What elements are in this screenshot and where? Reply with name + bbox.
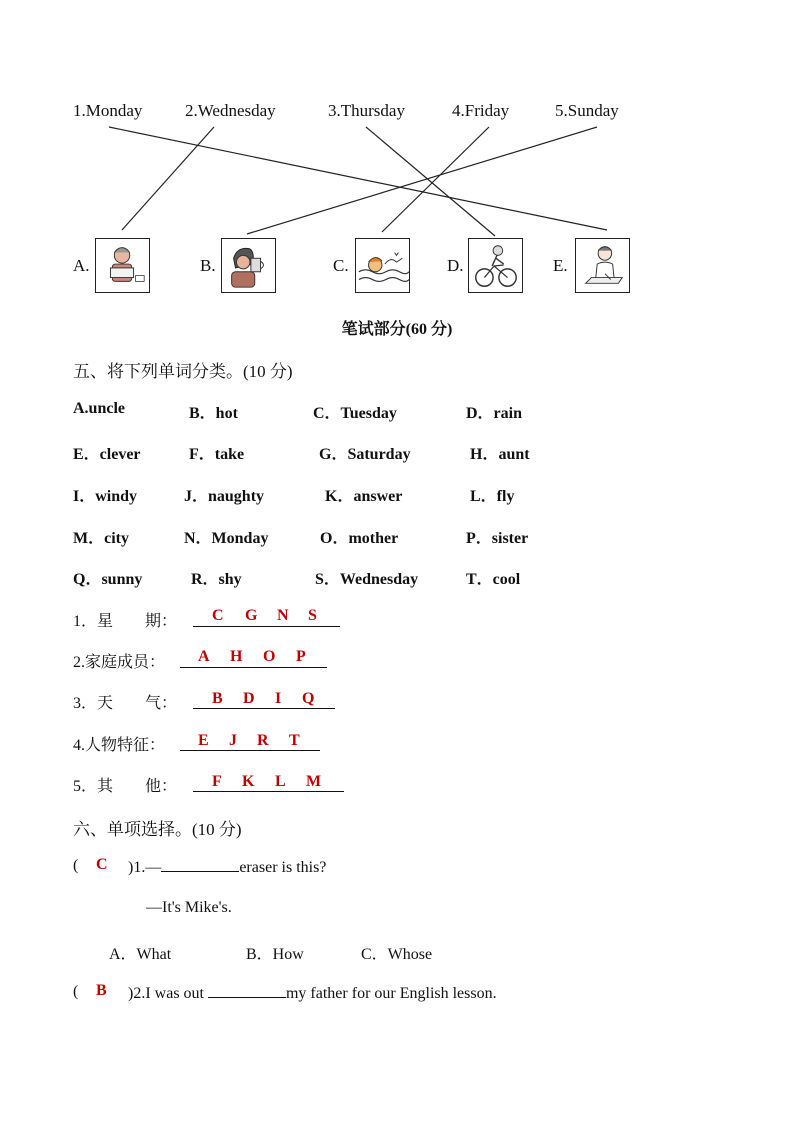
word-item: L．fly bbox=[470, 488, 515, 505]
category-answer: I bbox=[275, 690, 282, 707]
category-label: 3．天 气： bbox=[73, 695, 178, 712]
word-item: F．take bbox=[189, 446, 245, 463]
section6-heading: 六、单项选择。(10 分) bbox=[73, 820, 242, 839]
category-answer: D bbox=[243, 690, 255, 707]
answer-paren-open: ( bbox=[73, 857, 79, 874]
category-answer: F bbox=[212, 773, 222, 790]
category-label: 1．星 期： bbox=[73, 613, 178, 630]
question-stem bbox=[128, 983, 497, 1003]
word-item: A.uncle bbox=[73, 400, 125, 417]
category-answer: E bbox=[198, 732, 209, 749]
category-answer: B bbox=[212, 690, 223, 707]
category-answer: K bbox=[242, 773, 255, 790]
choice-answer: C bbox=[96, 856, 108, 873]
category-answer: S bbox=[308, 607, 317, 624]
option-item: C．Whose bbox=[361, 946, 433, 963]
word-item: P．sister bbox=[466, 530, 529, 547]
picture-letter-a: A. bbox=[73, 256, 90, 275]
word-item: C．Tuesday bbox=[313, 405, 397, 422]
drawing-boy-icon bbox=[575, 238, 630, 293]
word-item: R．shy bbox=[191, 571, 242, 588]
day-thursday: 3.Thursday bbox=[328, 101, 405, 120]
question-stem-prefix: )1.— bbox=[128, 859, 162, 876]
word-item: K．answer bbox=[325, 488, 403, 505]
word-item: O．mother bbox=[320, 530, 399, 547]
category-answer: A bbox=[198, 648, 210, 665]
answer-underline bbox=[180, 750, 320, 751]
category-answer: L bbox=[275, 773, 286, 790]
question-reply: —It's Mike's. bbox=[146, 899, 232, 916]
answer-underline bbox=[193, 708, 335, 709]
question-stem-suffix: my father for our English lesson. bbox=[285, 985, 497, 1002]
day-friday: 4.Friday bbox=[452, 101, 510, 120]
question-blank bbox=[208, 983, 286, 998]
answer-underline bbox=[180, 667, 327, 668]
cycling-boy-icon bbox=[468, 238, 523, 293]
category-label: 4.人物特征： bbox=[73, 737, 166, 754]
day-sunday: 5.Sunday bbox=[555, 101, 619, 120]
answer-paren-open: ( bbox=[73, 983, 79, 1000]
answer-underline bbox=[193, 626, 340, 627]
category-answer: R bbox=[257, 732, 269, 749]
word-item: D．rain bbox=[466, 405, 523, 422]
word-item: G．Saturday bbox=[319, 446, 411, 463]
girl-drinking-icon bbox=[221, 238, 276, 293]
question-stem bbox=[128, 857, 326, 877]
question-blank bbox=[161, 857, 239, 872]
category-answer: G bbox=[245, 607, 258, 624]
word-item: I．windy bbox=[73, 488, 138, 505]
category-answer: N bbox=[277, 607, 289, 624]
category-answer: C bbox=[212, 607, 224, 624]
option-item: B．How bbox=[246, 946, 304, 963]
category-label: 2.家庭成员： bbox=[73, 654, 166, 671]
written-part-title: 笔试部分(60 分) bbox=[341, 321, 453, 338]
question-stem-suffix: eraser is this? bbox=[239, 859, 327, 876]
option-item: A．What bbox=[109, 946, 172, 963]
day-wednesday: 2.Wednesday bbox=[185, 101, 276, 120]
word-item: H．aunt bbox=[470, 446, 530, 463]
category-label: 5．其 他： bbox=[73, 778, 178, 795]
word-item: J．naughty bbox=[184, 488, 265, 505]
picture-letter-e: E. bbox=[553, 256, 568, 275]
answer-underline bbox=[193, 791, 344, 792]
word-item: Q．sunny bbox=[73, 571, 143, 588]
day-monday: 1.Monday bbox=[73, 101, 143, 120]
swimming-boy-icon bbox=[355, 238, 410, 293]
word-item: B．hot bbox=[189, 405, 238, 422]
word-item: S．Wednesday bbox=[315, 571, 419, 588]
category-answer: J bbox=[229, 732, 237, 749]
category-answer: P bbox=[296, 648, 306, 665]
category-answer: Q bbox=[302, 690, 315, 707]
category-answer: T bbox=[289, 732, 300, 749]
category-answer: H bbox=[230, 648, 243, 665]
choice-answer: B bbox=[96, 982, 107, 999]
category-answer: O bbox=[263, 648, 276, 665]
category-answer: M bbox=[306, 773, 322, 790]
word-item: N．Monday bbox=[184, 530, 269, 547]
section5-heading: 五、将下列单词分类。(10 分) bbox=[73, 362, 293, 381]
word-item: E．clever bbox=[73, 446, 141, 463]
picture-letter-c: C. bbox=[333, 256, 349, 275]
picture-letter-d: D. bbox=[447, 256, 464, 275]
word-item: T．cool bbox=[466, 571, 521, 588]
picture-letter-b: B. bbox=[200, 256, 216, 275]
reading-child-icon bbox=[95, 238, 150, 293]
word-item: M．city bbox=[73, 530, 129, 547]
question-stem-prefix: )2.I was out bbox=[128, 985, 204, 1002]
